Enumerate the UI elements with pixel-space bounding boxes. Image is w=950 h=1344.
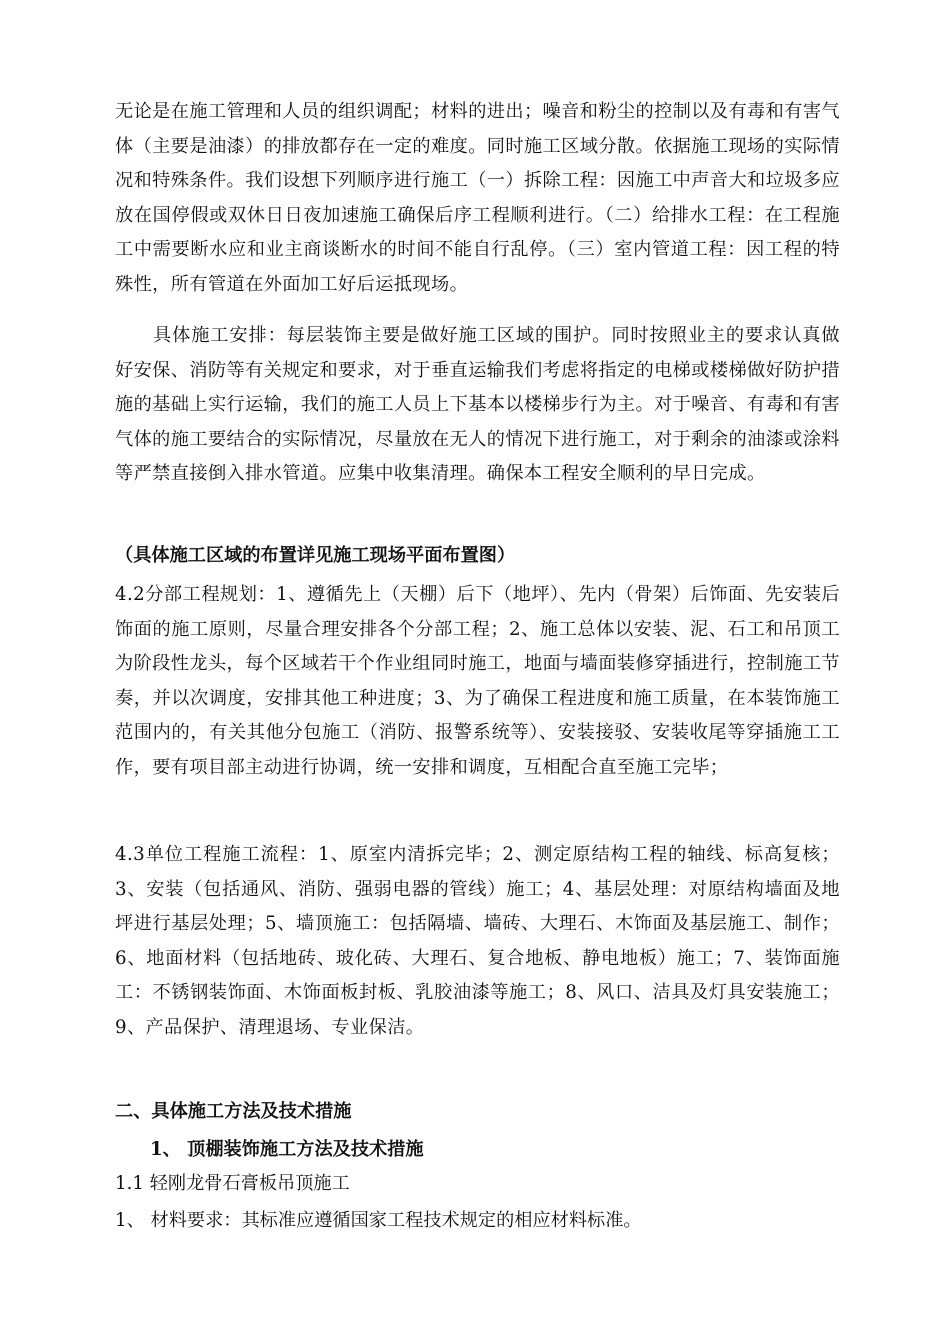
material-requirements: 1、 材料要求：其标准应遵循国家工程技术规定的相应材料标准。: [115, 1210, 642, 1231]
paragraph-unit-project-flow: 4.3单位工程施工流程：1、原室内清拆完毕；2、测定原结构工程的轴线、标高复核；3、安装（包括通风、消防、强弱电器的管线）施工；4、基层处理：对原结构墙面及地坪进行基层处理；5、墙顶施工：包括隔墙、墙砖、大理石、木饰面及基层施工、制作；6、地面材料（包括地砖、玻化砖、大理石、复合地板、静电地板）施工；7、装饰面施工：不锈钢装饰面、木饰面板封板、乳胶油漆等施工；8、风口、洁具及灯具安装施工；9、产品保护、清理退场、专业保洁。: [115, 844, 840, 1038]
subsection-heading: 1、 顶棚装饰施工方法及技术措施: [150, 1139, 424, 1160]
section-heading: 二、具体施工方法及技术措施: [115, 1101, 352, 1122]
subsubsection-heading: 1.1 轻刚龙骨石膏板吊顶施工: [115, 1173, 350, 1194]
paragraph-construction-arrangement: 具体施工安排：每层装饰主要是做好施工区域的围护。同时按照业主的要求认真做好安保、消防等有关规定和要求，对于垂直运输我们考虑将指定的电梯或楼梯做好防护措施的基础上实行运输，我们的施工人员上下基本以楼梯步行为主。对于噪音、有毒和有害气体的施工要结合的实际情况，尽量放在无人的情况下进行施工，对于剩余的油漆或涂料等严禁直接倒入排水管道。应集中收集清理。确保本工程安全顺利的早日完成。: [115, 325, 840, 484]
paragraph-sub-project-plan: 4.2分部工程规划：1、遵循先上（天棚）后下（地坪）、先内（骨架）后饰面、先安装后饰面的施工原则，尽量合理安排各个分部工程；2、施工总体以安装、泥、石工和吊顶工为阶段性龙头，每个区域若干个作业组同时施工，地面与墙面装修穿插进行，控制施工节奏，并以次调度，安排其他工种进度；3、为了确保工程进度和施工质量，在本装饰施工范围内的，有关其他分包施工（消防、报警系统等）、安装接驳、安装收尾等穿插施工工作，要有项目部主动进行协调，统一安排和调度，互相配合直至施工完毕；: [115, 584, 840, 778]
layout-note: （具体施工区域的布置详见施工现场平面布置图）: [115, 545, 516, 566]
paragraph-construction-order: 无论是在施工管理和人员的组织调配；材料的进出；噪音和粉尘的控制以及有毒和有害气体（主要是油漆）的排放都存在一定的难度。同时施工区域分散。依据施工现场的实际情况和特殊条件。我们设想下列顺序进行施工（一）拆除工程：因施工中声音大和垃圾多应放在国停假或双休日日夜加速施工确保后序工程顺利进行。（二）给排水工程：在工程施工中需要断水应和业主商谈断水的时间不能自行乱停。（三）室内管道工程：因工程的特殊性，所有管道在外面加工好后运抵现场。: [115, 101, 840, 295]
